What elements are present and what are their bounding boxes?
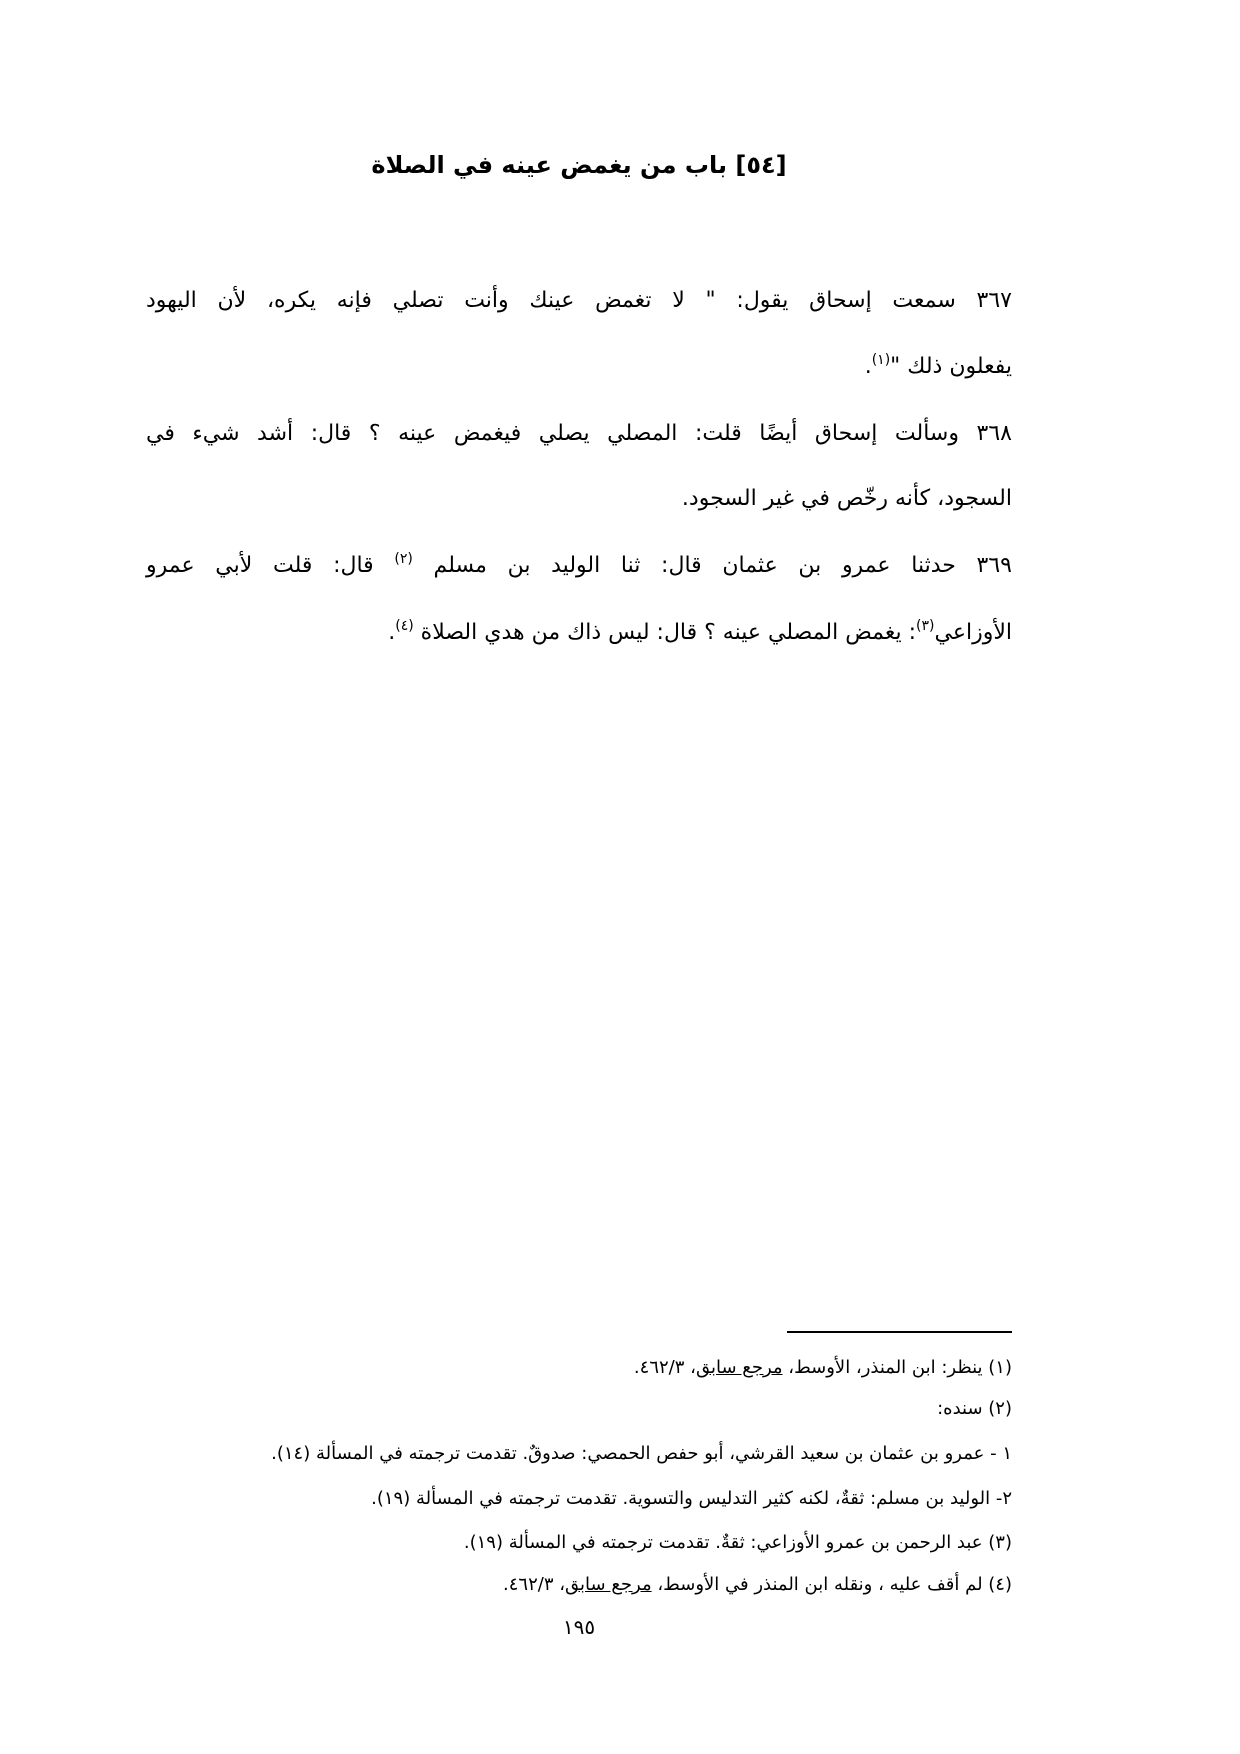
entry-369-line-2-text-b: : يغمض المصلي عينه ؟ قال: ليس ذاك من هدي الصلاة (413, 620, 917, 645)
page-number: ١٩٥ (562, 1615, 596, 1639)
footnote-marker-2: (٢) (394, 551, 413, 567)
footnote-1-text: (١) ينظر: ابن المنذر، الأوسط، (782, 1357, 1012, 1378)
footnote-2-item-1: ١ - عمرو بن عثمان بن سعيد القرشي، أبو حفص الحمصي: صدوقٌ. تقدمت ترجمته في المسألة (١٤). (271, 1443, 1012, 1464)
entry-369-line-1-text-b: قال: قلت لأبي عمرو (146, 553, 395, 578)
entry-367-line-2 (146, 347, 1012, 387)
entry-368-line-1: ٣٦٨ وسألت إسحاق أيضًا قلت: المصلي يصلي فيغمض عينه ؟ قال: أشد شيء في (146, 421, 1012, 446)
footnote-marker-1: (١) (871, 352, 891, 368)
footnote-4-text: (٤) لم أقف عليه ، ونقله ابن المنذر في الأوسط، (651, 1574, 1012, 1595)
entry-369-line-2-end: . (388, 620, 396, 645)
footnote-4 (146, 1569, 1012, 1601)
footnote-2-item-2: ٢- الوليد بن مسلم: ثقةٌ، لكنه كثير التدليس والتسوية. تقدمت ترجمته في المسألة (١٩). (371, 1488, 1012, 1509)
entry-369-line-2 (146, 613, 1012, 653)
entry-367-line-2-end: . (864, 354, 872, 379)
footnote-marker-4: (٤) (395, 618, 414, 634)
footnote-1 (146, 1352, 1012, 1384)
entry-369-line-1 (146, 546, 1012, 586)
chapter-title: [٥٤] باب من يغمض عينه في الصلاة (371, 151, 787, 179)
entry-369-line-2-text-a: الأوزاعي (934, 620, 1012, 645)
footnote-4-reference: مرجع سابق (565, 1574, 652, 1595)
entry-369-line-1-text-a: ٣٦٩ حدثنا عمرو بن عثمان قال: ثنا الوليد بن مسلم (412, 553, 1012, 578)
entry-367-line-1: ٣٦٧ سمعت إسحاق يقول: " لا تغمض عينك وأنت تصلي فإنه يكره، لأن اليهود (146, 288, 1012, 313)
footnote-1-reference: مرجع سابق (695, 1357, 783, 1378)
footnote-4-end: ، ٤٦٢/٣. (503, 1574, 566, 1595)
footnote-3: (٣) عبد الرحمن بن عمرو الأوزاعي: ثقةٌ. تقدمت ترجمته في المسألة (١٩). (463, 1532, 1012, 1553)
footnote-marker-3: (٣) (916, 618, 935, 634)
footnote-separator (787, 1331, 1012, 1333)
entry-368-line-2: السجود، كأنه رخّص في غير السجود. (681, 486, 1012, 511)
footnote-1-end: ، ٤٦٢/٣. (633, 1357, 696, 1378)
footnote-2: (٢) سنده: (937, 1398, 1012, 1419)
entry-367-line-2-text: يفعلون ذلك " (890, 354, 1012, 379)
